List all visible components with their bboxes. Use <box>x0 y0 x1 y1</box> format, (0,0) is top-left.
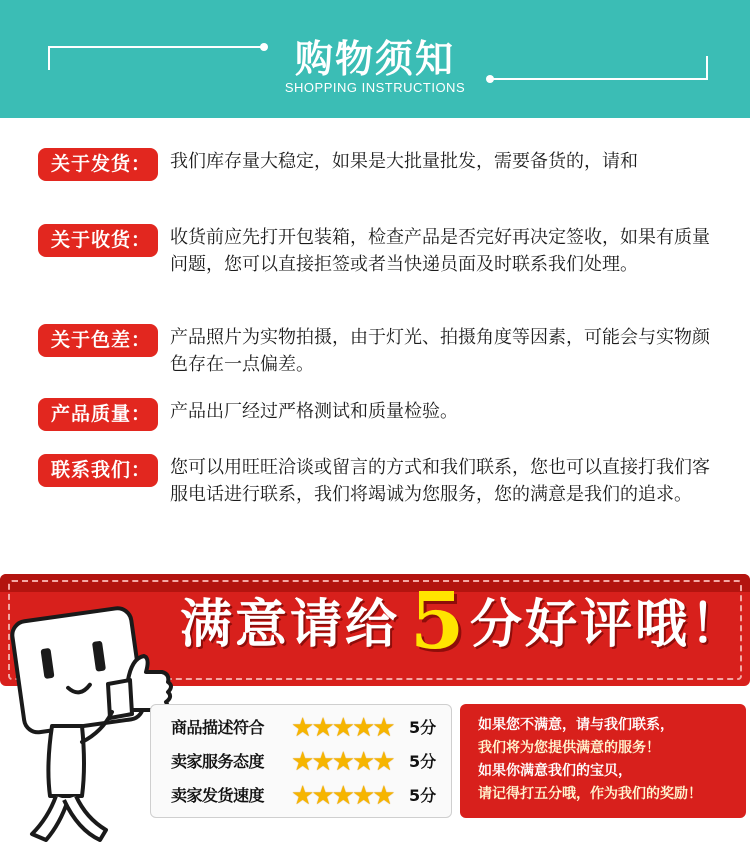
star-icon: ★ <box>372 713 396 743</box>
header-line-left <box>48 46 262 48</box>
note-line: 我们将为您提供满意的服务！ <box>478 740 660 756</box>
section-text: 您可以用旺旺洽谈或留言的方式和我们联系，您也可以直接打我们客服电话进行联系，我们将竭诚为您服务，您的满意是我们的追求。 <box>170 457 710 505</box>
header-dot-left <box>260 43 268 51</box>
star-icon: ★ <box>291 781 315 811</box>
star-icon: ★ <box>291 713 315 743</box>
star-rating <box>291 747 396 777</box>
star-icon: ★ <box>311 781 335 811</box>
rating-row-service <box>171 747 451 777</box>
star-icon: ★ <box>372 747 396 777</box>
note-line: 如果您不满意，请与我们联系， <box>478 717 674 733</box>
banner-slogan-start: 满意请给 <box>180 595 401 655</box>
header-line-right <box>490 78 708 80</box>
star-icon: ★ <box>351 713 376 743</box>
rating-row-shipping-speed <box>171 781 451 811</box>
rating-label: 商品描述符合 <box>171 718 265 737</box>
banner-slogan-end: 分好评哦！ <box>470 595 746 655</box>
star-icon: ★ <box>331 747 355 777</box>
star-icon: ★ <box>351 747 376 777</box>
section-tag: 产品质量： <box>38 398 158 431</box>
header-banner <box>0 0 750 118</box>
star-icon: ★ <box>331 713 355 743</box>
section-tag: 关于发货： <box>38 148 158 181</box>
star-icon: ★ <box>331 781 355 811</box>
section-text: 收货前应先打开包装箱，检查产品是否完好再决定签收，如果有质量问题，您可以直接拒签或者当快递员面及时联系我们处理。 <box>170 227 710 275</box>
note-line: 如果你满意我们的宝贝， <box>478 763 632 779</box>
rating-score: 5分 <box>409 718 437 737</box>
header-line-left-drop <box>48 46 50 70</box>
page-subtitle: SHOPPING INSTRUCTIONS <box>284 80 466 95</box>
note-line: 请记得打五分哦，作为我们的奖励！ <box>478 786 702 802</box>
rating-label: 卖家发货速度 <box>171 786 265 805</box>
star-rating <box>291 713 396 743</box>
rating-row-description <box>171 713 451 743</box>
rating-score: 5分 <box>409 786 437 805</box>
page-title: 购物须知 <box>294 37 455 81</box>
star-icon: ★ <box>311 713 335 743</box>
note-box <box>460 704 746 818</box>
star-icon: ★ <box>311 747 335 777</box>
header-line-right-rise <box>706 56 708 80</box>
section-tag: 关于色差： <box>38 324 158 357</box>
rating-score: 5分 <box>409 752 437 771</box>
section-text: 产品照片为实物拍摄，由于灯光、拍摄角度等因素，可能会与实物颜色存在一点偏差。 <box>170 327 710 375</box>
star-icon: ★ <box>291 747 315 777</box>
star-rating <box>291 781 396 811</box>
rating-label: 卖家服务态度 <box>171 752 265 771</box>
banner-slogan-number: 5 <box>410 576 468 667</box>
star-icon: ★ <box>372 781 396 811</box>
section-tag: 联系我们： <box>38 454 158 487</box>
rating-box <box>150 704 452 818</box>
star-icon: ★ <box>351 781 376 811</box>
section-text: 我们库存量大稳定，如果是大批量批发，需要备货的，请和 <box>170 151 638 172</box>
section-text: 产品出厂经过严格测试和质量检验。 <box>170 401 458 422</box>
section-tag: 关于收货： <box>38 224 158 257</box>
